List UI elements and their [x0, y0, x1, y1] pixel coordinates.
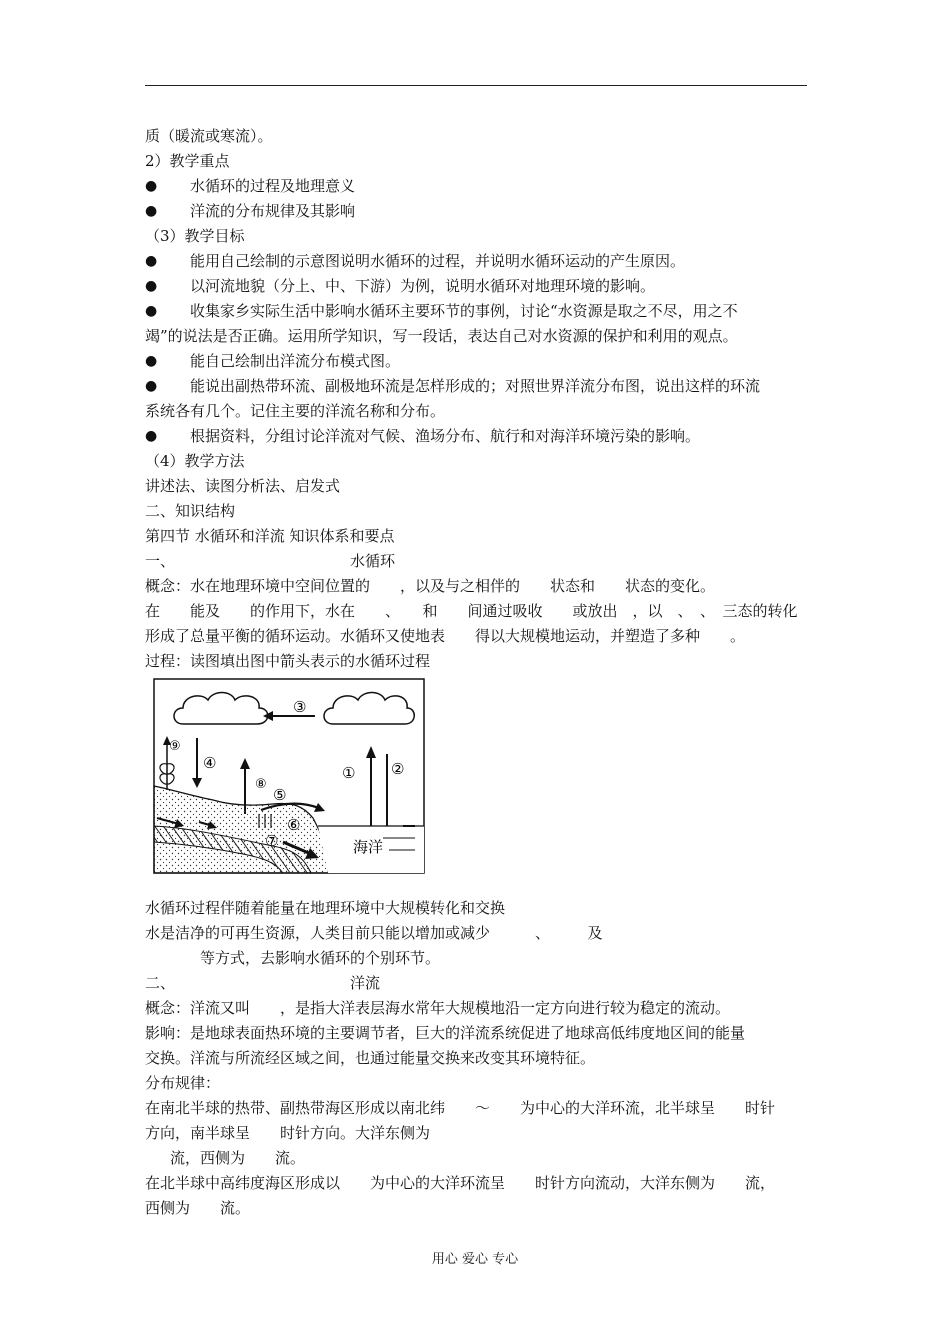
bullet-icon: ●	[145, 178, 158, 194]
label-2: ②	[391, 760, 405, 778]
text-line: （4）教学方法	[145, 452, 245, 470]
bullet-icon: ●	[145, 353, 158, 369]
text-line: 过程：读图填出图中箭头表示的水循环过程	[145, 652, 431, 670]
text-line: 在 能及 的作用下，水在 、 和 间通过吸收 或放出 ，以 、 、 三态的转化	[145, 602, 798, 620]
text-line: 等方式，去影响水循环的个别环节。	[200, 949, 441, 967]
text-line: 质（暖流或寒流）。	[145, 127, 273, 145]
text-line: 竭”的说法是否正确。运用所学知识，写一段话，表达自己对水资源的保护和利用的观点。	[145, 327, 738, 345]
label-7: ⑦	[265, 832, 279, 850]
bullet-text: 能说出副热带环流、副极地环流是怎样形成的；对照世界洋流分布图，说出这样的环流	[190, 377, 761, 395]
section-title: 第四节 水循环和洋流 知识体系和要点	[145, 527, 395, 545]
text-line: 形成了总量平衡的循环运动。水循环又使地表 得以大规模地运动，并塑造了多种 。	[145, 627, 746, 645]
bullet-text: 洋流的分布规律及其影响	[190, 202, 356, 220]
label-3: ③	[293, 698, 307, 716]
bullet-icon: ●	[145, 303, 158, 319]
text-line: 影响：是地球表面热环境的主要调节者，巨大的洋流系统促进了地球高低纬度地区间的能量	[145, 1024, 746, 1042]
text-line: 在北半球中高纬度海区形成以 为中心的大洋环流呈 时针方向流动，大洋东侧为 流，	[145, 1174, 776, 1192]
text-line: 水是洁净的可再生资源，人类目前只能以增加或减少 、 及	[145, 924, 603, 942]
text-line: 讲述法、读图分析法、启发式	[145, 477, 341, 495]
section-heading: 水循环	[350, 552, 396, 570]
text-line: 交换。洋流与所流经区域之间，也通过能量交换来改变其环境特征。	[145, 1049, 596, 1067]
water-cycle-diagram	[153, 678, 425, 874]
text-line: 概念：水在地理环境中空间位置的 ，以及与之相伴的 状态和 状态的变化。	[145, 577, 716, 595]
label-5: ⑤	[273, 786, 287, 804]
bullet-icon: ●	[145, 278, 158, 294]
label-9: ⑨	[169, 739, 181, 754]
label-1: ①	[342, 764, 356, 782]
section-number: 一、	[145, 552, 176, 570]
text-line: 水循环过程伴随着能量在地理环境中大规模转化和交换	[145, 899, 506, 917]
bullet-icon: ●	[145, 253, 158, 269]
label-8: ⑧	[255, 777, 267, 792]
section-number: 二、	[145, 974, 176, 992]
section-heading: 洋流	[350, 974, 381, 992]
bullet-text: 以河流地貌（分上、中、下游）为例，说明水循环对地理环境的影响。	[190, 277, 656, 295]
text-line: （3）教学目标	[145, 227, 245, 245]
text-line: 二、知识结构	[145, 502, 236, 520]
bullet-text: 收集家乡实际生活中影响水循环主要环节的事例，讨论“水资源是取之不尽，用之不	[190, 302, 738, 320]
label-4: ④	[203, 754, 217, 772]
text-line: 方向，南半球呈 时针方向。大洋东侧为	[145, 1124, 431, 1142]
bullet-icon: ●	[145, 428, 158, 444]
bullet-text: 水循环的过程及地理意义	[190, 177, 356, 195]
page-footer: 用心 爱心 专心	[431, 1252, 519, 1267]
text-line: 流，西侧为 流。	[170, 1149, 306, 1167]
text-line: 概念：洋流又叫 ，是指大洋表层海水常年大规模地沿一定方向进行较为稳定的流动。	[145, 999, 731, 1017]
text-line: 系统各有几个。记住主要的洋流名称和分布。	[145, 402, 446, 420]
bullet-icon: ●	[145, 378, 158, 394]
ocean-label: 海洋	[353, 838, 384, 856]
text-line: 分布规律：	[145, 1074, 221, 1092]
header-rule	[145, 85, 807, 86]
bullet-text: 能用自己绘制的示意图说明水循环的过程，并说明水循环运动的产生原因。	[190, 252, 686, 270]
text-line: 在南北半球的热带、副热带海区形成以南北纬 ～ 为中心的大洋环流，北半球呈 时针	[145, 1099, 776, 1117]
bullet-text: 能自己绘制出洋流分布模式图。	[190, 352, 401, 370]
text-line: 西侧为 流。	[145, 1199, 251, 1217]
bullet-icon: ●	[145, 203, 158, 219]
bullet-text: 根据资料，分组讨论洋流对气候、渔场分布、航行和对海洋环境污染的影响。	[190, 427, 701, 445]
text-line: 2）教学重点	[145, 152, 230, 170]
label-6: ⑥	[287, 816, 301, 834]
